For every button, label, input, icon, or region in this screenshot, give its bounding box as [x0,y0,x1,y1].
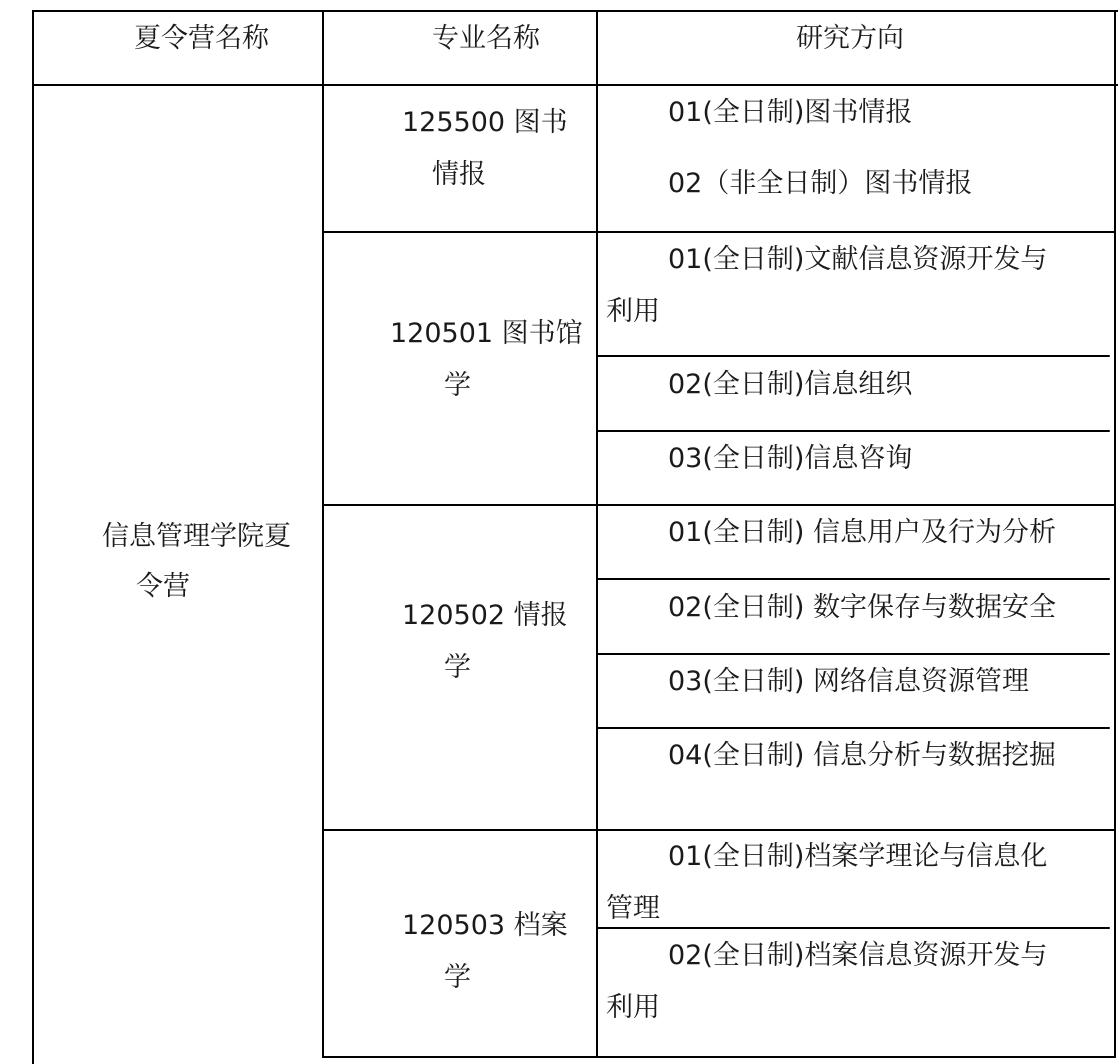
major-120503-line2: 学 [444,962,471,993]
table-border-top [32,10,1118,12]
column-divider-1 [322,10,324,1058]
direction-120501-02: 02(全日制)信息组织 [668,369,913,400]
direction-120502-02: 02(全日制) 数字保存与数据安全 [668,592,1057,623]
direction-120502-04: 04(全日制) 信息分析与数据挖掘 [668,740,1057,771]
direction-120502-01: 01(全日制) 信息用户及行为分析 [668,517,1057,548]
camp-name-line2: 令营 [136,571,190,602]
direction-divider [596,653,1110,655]
direction-120502-03: 03(全日制) 网络信息资源管理 [668,666,1030,697]
major-divider [322,231,1116,233]
major-divider [322,504,1116,506]
major-120503-line1: 120503 档案 [402,910,568,941]
major-125500-line2: 情报 [432,159,486,190]
header-major-name: 专业名称 [432,23,540,54]
major-120502-line2: 学 [444,652,471,683]
direction-120503-01-line2: 管理 [606,893,660,924]
direction-divider [596,927,1110,929]
table-border-right [1114,10,1116,1058]
direction-divider [596,578,1110,580]
direction-120503-02-line1: 02(全日制)档案信息资源开发与 [668,940,1048,971]
header-research-direction: 研究方向 [796,23,904,54]
major-125500-line1: 125500 图书 [402,107,568,138]
direction-divider [596,355,1110,357]
direction-120501-01-line1: 01(全日制)文献信息资源开发与 [668,244,1048,275]
direction-125500-02: 02（非全日制）图书情报 [668,168,973,199]
direction-divider [596,430,1110,432]
direction-120501-01-line2: 利用 [606,296,660,327]
header-divider [32,84,1118,86]
column-divider-2 [596,10,598,1058]
direction-divider [596,727,1110,729]
table-border-bottom [322,1056,1116,1058]
major-divider [322,829,1116,831]
direction-120501-03: 03(全日制)信息咨询 [668,443,913,474]
major-120502-line1: 120502 情报 [402,600,568,631]
table-border-left [32,10,34,1064]
major-120501-line1: 120501 图书馆 [390,318,583,349]
direction-125500-01: 01(全日制)图书情报 [668,97,913,128]
header-camp-name: 夏令营名称 [134,23,269,54]
camp-name-line1: 信息管理学院夏 [102,521,291,552]
direction-120503-02-line2: 利用 [606,992,660,1023]
direction-120503-01-line1: 01(全日制)档案学理论与信息化 [668,841,1048,872]
major-120501-line2: 学 [444,370,471,401]
